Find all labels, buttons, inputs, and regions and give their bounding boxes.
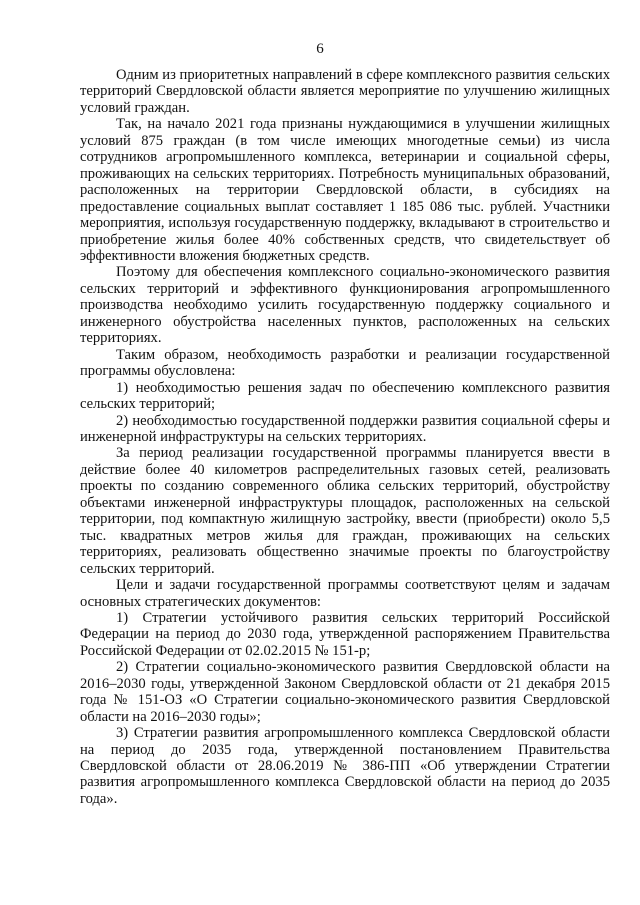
document-body xyxy=(80,67,610,807)
paragraph-state-support: Поэтому для обеспечения комплексного социально-экономического развития сельских территорий и эффективного функционирования агропромышленного производства необходимо усилить государственную поддержку социального и инженерного обустройства населенных пунктов, расположенных на сельских территориях. xyxy=(80,264,610,347)
list-item-strategy-1: 1) Стратегии устойчивого развития сельских территорий Российской Федерации на период до 2030 года, утвержденной распоряжением Правительства Российской Федерации от 02.02.2015 № 151-р; xyxy=(80,609,610,659)
list-item-strategy-2: 2) Стратегии социально-экономического развития Свердловской области на 2016–2030 годы, утвержденной Законом Свердловской области от 21 декабря 2015 года № 151-ОЗ «О Стратегии социально-экономического развития Свердловской области на 2016–2030 годы»; xyxy=(80,659,610,725)
paragraph-housing-needs: Так, на начало 2021 года признаны нуждающимися в улучшении жилищных условий 875 граждан (в том числе имеющих многодетные семьи) из числа сотрудников агропромышленного комплекса, ветеринарии и социальной сферы, проживающих на сельских территориях. Потребность муниципальных образований, расположенных на территории Свердловской области, в субсидиях на предоставление социальных выплат составляет 1 185 086 тыс. рублей. Участники мероприятия, используя государственную поддержку, вкладывают в строительство и приобретение жилья более 40% собственных средств, что свидетельствует об эффективности вложения бюджетных средств. xyxy=(80,116,610,264)
paragraph-program-results: За период реализации государственной программы планируется ввести в действие более 40 километров распределительных газовых сетей, реализовать проекты по созданию современного облика сельских территорий, обустройству объектами инженерной инфраструктуры площадок, расположенных на сельской территории, под компактную жилищную застройку, ввести (приобрести) около 5,5 тыс. квадратных метров жилья для граждан, проживающих на сельских территориях, реализовать общественно значимые проекты по благоустройству сельских территорий. xyxy=(80,445,610,577)
paragraph-goals-alignment: Цели и задачи государственной программы соответствуют целям и задачам основных стратегических документов: xyxy=(80,577,610,610)
list-item-necessity-1: 1) необходимостью решения задач по обеспечению комплексного развития сельских территорий; xyxy=(80,379,610,413)
paragraph-program-necessity: Таким образом, необходимость разработки и реализации государственной программы обусловлена: xyxy=(80,346,610,380)
page-number: 6 xyxy=(316,41,324,57)
list-item-necessity-2: 2) необходимостью государственной поддержки развития социальной сферы и инженерной инфраструктуры на сельских территориях. xyxy=(80,412,610,445)
paragraph-priority-directions: Одним из приоритетных направлений в сфере комплексного развития сельских территорий Свердловской области является мероприятие по улучшению жилищных условий граждан. xyxy=(80,67,610,116)
list-item-strategy-3: 3) Стратегии развития агропромышленного комплекса Свердловской области на период до 2035 года, утвержденной постановлением Правительства Свердловской области от 28.06.2019 № 386-ПП «Об утверждении Стратегии развития агропромышленного комплекса Свердловской области на период до 2035 года». xyxy=(80,725,610,807)
